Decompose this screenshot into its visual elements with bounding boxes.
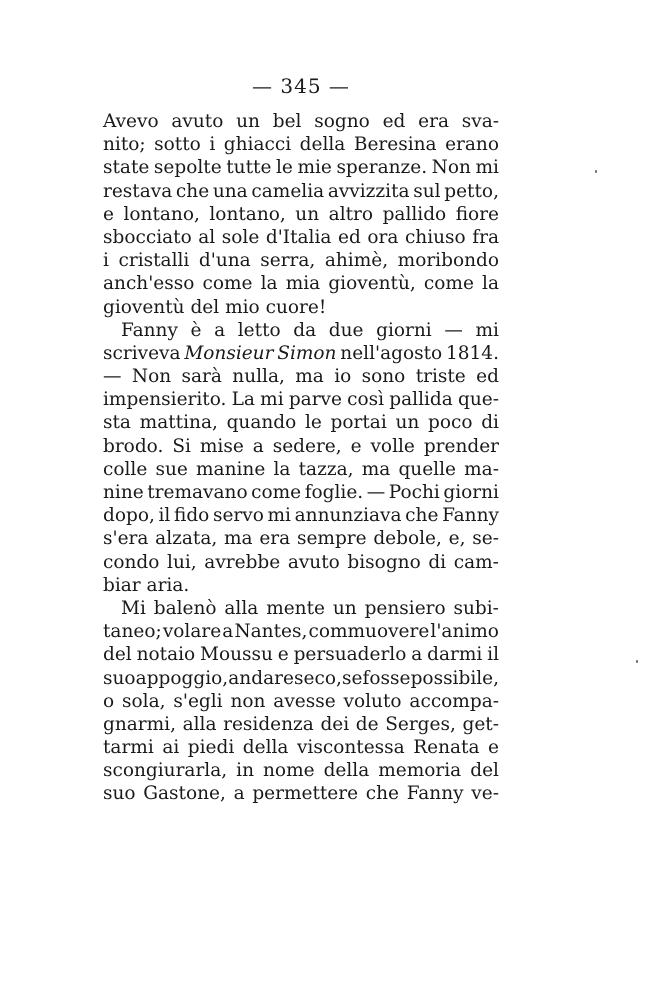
text-line: scriveva Monsieur Simon nell'agosto 1814.: [103, 342, 499, 364]
text-line: colle sue manine la tazza, ma quelle ma-: [103, 458, 499, 480]
text-line: impensierito. La mi parve così pallida que-: [103, 389, 499, 411]
text-line: suo Gastone, a permettere che Fanny ve-: [103, 783, 499, 805]
text-line: dopo, il fido servo mi annunziava che Fanny: [103, 505, 499, 527]
text-line: nito; sotto i ghiacci della Beresina erano: [103, 134, 499, 156]
text-line: brodo. Si mise a sedere, e volle prender: [103, 435, 499, 457]
text-line: scongiurarla, in nome della memoria del: [103, 760, 499, 782]
page-number: — 345 —: [252, 74, 350, 98]
print-speck: [595, 170, 597, 173]
text-line: gnarmi, alla residenza dei de Serges, get-: [103, 713, 499, 735]
text-line: nine tremavano come foglie. — Pochi giorni: [103, 482, 499, 503]
text-line: suo appoggio, andare seco, se fosse possibile,: [103, 667, 499, 689]
print-speck: [636, 660, 638, 663]
text-line: gioventù del mio cuore!: [103, 296, 327, 318]
text-line: restava che una camelia avvizzita sul petto,: [103, 180, 499, 202]
text-line: Fanny è a letto da due giorni — mi: [121, 319, 499, 341]
text-line: s'era alzata, ma era sempre debole, e, se-: [103, 528, 499, 550]
text-line: i cristalli d'una serra, ahimè, moribondo: [103, 250, 499, 272]
text-line: sbocciato al sole d'Italia ed ora chiuso fra: [103, 226, 499, 248]
text-line: Mi balenò alla mente un pensiero subi-: [121, 597, 499, 619]
text-line: e lontano, lontano, un altro pallido fiore: [103, 203, 499, 225]
text-line: — Non sarà nulla, ma io sono triste ed: [103, 366, 499, 388]
text-line: state sepolte tutte le mie speranze. Non mi: [103, 157, 499, 179]
text-line: biar aria.: [103, 574, 190, 596]
text-line: anch'esso come la mia gioventù, come la: [103, 273, 499, 295]
text-line: o sola, s'egli non avesse voluto accompa-: [103, 690, 499, 712]
text-line: Avevo avuto un bel sogno ed era sva-: [103, 111, 499, 132]
text-line: sta mattina, quando le portai un poco di: [103, 412, 499, 434]
text-line: taneo; volare a Nantes, commuovere l'animo: [103, 621, 499, 643]
text-line: tarmi ai piedi della viscontessa Renata e: [103, 737, 499, 759]
text-line: del notaio Moussu e persuaderlo a darmi il: [103, 644, 499, 666]
body-text: [103, 110, 499, 806]
text-line: condo lui, avrebbe avuto bisogno di cam-: [103, 551, 499, 573]
